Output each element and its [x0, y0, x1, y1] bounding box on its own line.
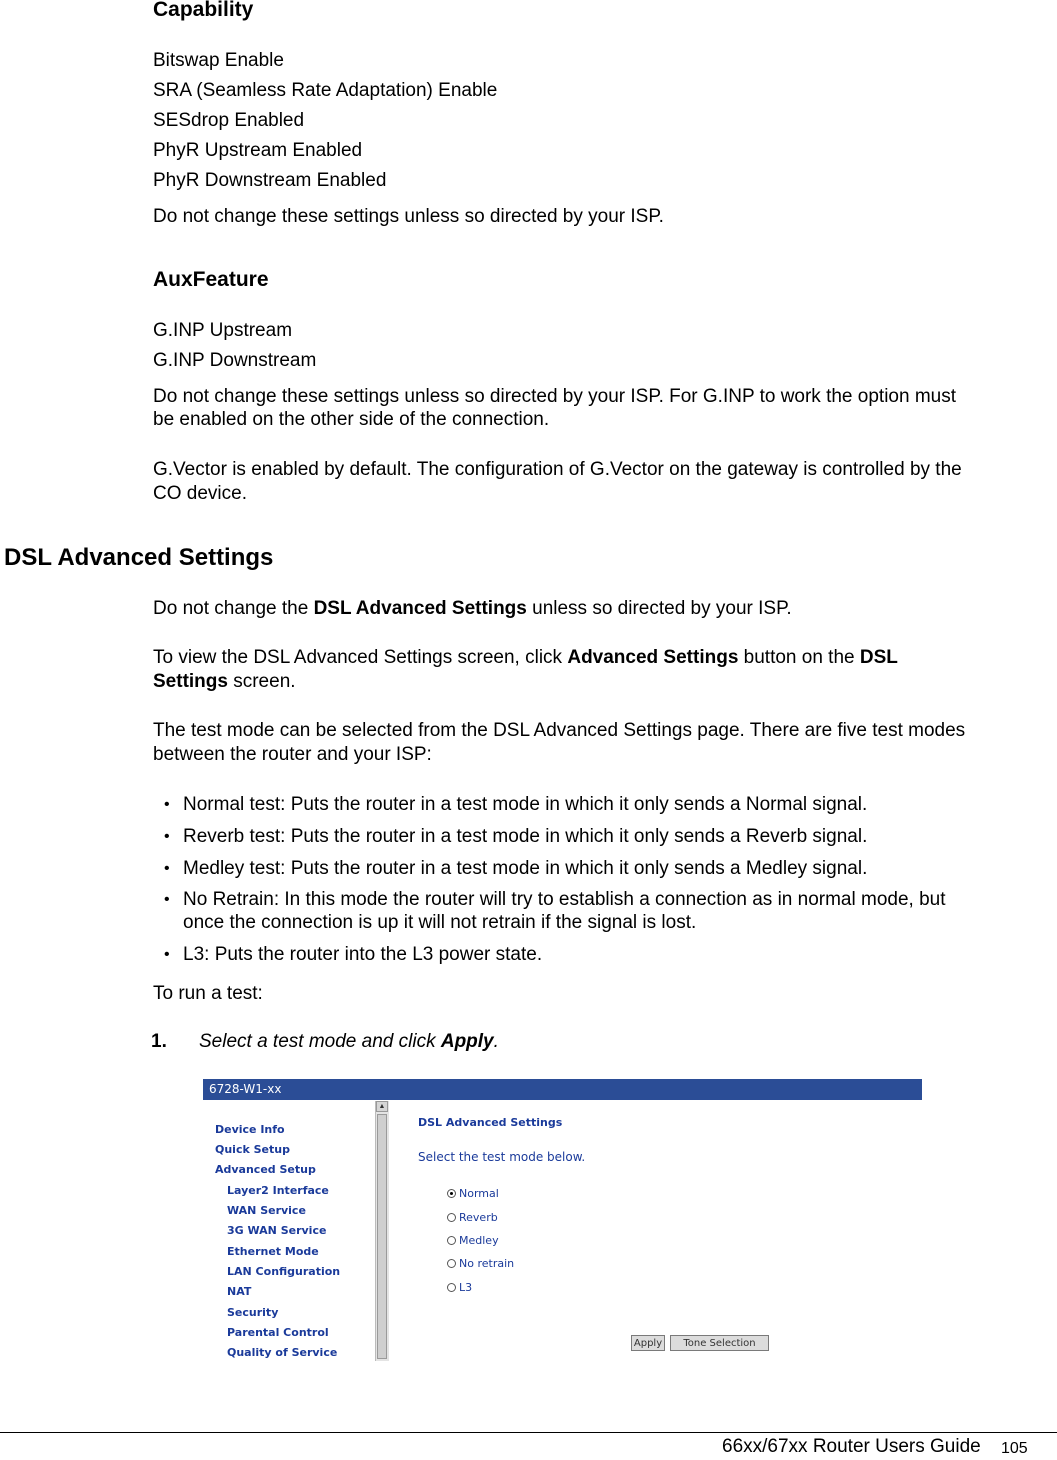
radio-label-normal: Normal	[459, 1187, 499, 1200]
radio-normal[interactable]	[447, 1189, 456, 1198]
radio-l3[interactable]	[447, 1283, 456, 1292]
auxfeature-note-line1: Do not change these settings unless so directed by your ISP. For G.INP to work the option must	[153, 386, 957, 407]
dsl-advanced-p2-line1	[153, 646, 898, 669]
bullet-dot: •	[164, 860, 170, 877]
capability-item-phyr-up: PhyR Upstream Enabled	[153, 140, 363, 161]
bullet-no-retrain: No Retrain: In this mode the router will try to establish a connection as in normal mode, but	[183, 889, 946, 910]
radio-label-reverb: Reverb	[459, 1211, 498, 1224]
nav-nat[interactable]: NAT	[227, 1285, 252, 1298]
step-1	[199, 1030, 499, 1053]
bullet-dot: •	[164, 891, 170, 908]
nav-quick-setup[interactable]: Quick Setup	[215, 1143, 290, 1156]
footer-page-number: 105	[1001, 1440, 1028, 1457]
auxfeature-heading: AuxFeature	[153, 268, 269, 291]
footer-guide-title: 66xx/67xx Router Users Guide	[722, 1436, 981, 1457]
step-number: 1.	[151, 1031, 167, 1052]
nav-security[interactable]: Security	[227, 1306, 279, 1319]
bullet-no-retrain-line2: once the connection is up it will not retrain if the signal is lost.	[183, 912, 697, 933]
scroll-thumb[interactable]	[377, 1114, 387, 1359]
step1-pre: Select a test mode and click	[199, 1031, 441, 1052]
p2-bold-dsl: DSL	[859, 647, 898, 668]
run-test-label: To run a test:	[153, 983, 263, 1004]
auxfeature-item-ginp-up: G.INP Upstream	[153, 320, 293, 341]
nav-lan-configuration[interactable]: LAN Configuration	[227, 1265, 341, 1278]
page-title: DSL Advanced Settings	[418, 1116, 563, 1129]
capability-item-phyr-down: PhyR Downstream Enabled	[153, 170, 387, 191]
window-title: 6728-W1-xx	[209, 1082, 282, 1096]
nav-wan-service[interactable]: WAN Service	[227, 1204, 306, 1217]
nav-quality-of-service[interactable]: Quality of Service	[227, 1346, 338, 1359]
radio-label-medley: Medley	[459, 1234, 499, 1247]
bullet-reverb: Reverb test: Puts the router in a test mode in which it only sends a Reverb signal.	[183, 826, 868, 847]
dsl-advanced-p3-line2: between the router and your ISP:	[153, 744, 432, 765]
instruction-text: Select the test mode below.	[418, 1150, 586, 1164]
dsl-advanced-p3-line1: The test mode can be selected from the DSL Advanced Settings page. There are five test modes	[153, 720, 966, 741]
bullet-dot: •	[164, 796, 170, 813]
p2-post: screen.	[227, 671, 296, 692]
radio-label-l3: L3	[459, 1281, 473, 1294]
capability-note: Do not change these settings unless so directed by your ISP.	[153, 206, 664, 227]
scroll-up-arrow-icon[interactable]: ▲	[376, 1101, 388, 1112]
bullet-dot: •	[164, 946, 170, 963]
dsl-advanced-p2-line2	[153, 670, 296, 693]
p1-bold: DSL Advanced Settings	[313, 598, 527, 619]
p2-bold-advanced-settings: Advanced Settings	[567, 647, 739, 668]
footer-rule	[0, 1432, 1057, 1433]
nav-parental-control[interactable]: Parental Control	[227, 1326, 329, 1339]
bullet-medley: Medley test: Puts the router in a test mode in which it only sends a Medley signal.	[183, 858, 868, 879]
p1-post: unless so directed by your ISP.	[526, 598, 792, 619]
bullet-l3: L3: Puts the router into the L3 power state.	[183, 944, 543, 965]
radio-reverb[interactable]	[447, 1213, 456, 1222]
p2-pre: To view the DSL Advanced Settings screen, click	[153, 647, 568, 668]
capability-item-bitswap: Bitswap Enable	[153, 50, 284, 71]
step1-bold-apply: Apply	[440, 1031, 494, 1052]
radio-no-retrain[interactable]	[447, 1259, 456, 1268]
gvector-line2: CO device.	[153, 483, 247, 504]
bullet-dot: •	[164, 828, 170, 845]
tone-selection-button[interactable]: Tone Selection	[670, 1335, 769, 1351]
nav-device-info[interactable]: Device Info	[215, 1123, 285, 1136]
dsl-advanced-heading: DSL Advanced Settings	[4, 544, 274, 571]
p1-pre: Do not change the	[153, 598, 314, 619]
auxfeature-item-ginp-down: G.INP Downstream	[153, 350, 317, 371]
auxfeature-note-line2: be enabled on the other side of the connection.	[153, 409, 550, 430]
radio-label-no-retrain: No retrain	[459, 1257, 515, 1270]
nav-layer2-interface[interactable]: Layer2 Interface	[227, 1184, 329, 1197]
step1-post: .	[493, 1031, 499, 1052]
p2-mid: button on the	[738, 647, 860, 668]
router-screenshot	[203, 1079, 922, 1361]
sidebar-scrollbar[interactable]	[375, 1101, 389, 1361]
capability-heading: Capability	[153, 0, 254, 21]
bullet-normal: Normal test: Puts the router in a test mode in which it only sends a Normal signal.	[183, 794, 868, 815]
dsl-advanced-p1	[153, 597, 792, 620]
apply-button[interactable]: Apply	[631, 1335, 665, 1351]
nav-3g-wan-service[interactable]: 3G WAN Service	[227, 1224, 327, 1237]
p2-bold-settings: Settings	[153, 671, 228, 692]
nav-advanced-setup[interactable]: Advanced Setup	[215, 1163, 316, 1176]
window-title-bar	[203, 1079, 922, 1100]
capability-item-sesdrop: SESdrop Enabled	[153, 110, 305, 131]
gvector-line1: G.Vector is enabled by default. The configuration of G.Vector on the gateway is controlled by the	[153, 459, 962, 480]
radio-medley[interactable]	[447, 1236, 456, 1245]
capability-item-sra: SRA (Seamless Rate Adaptation) Enable	[153, 80, 498, 101]
nav-ethernet-mode[interactable]: Ethernet Mode	[227, 1245, 319, 1258]
